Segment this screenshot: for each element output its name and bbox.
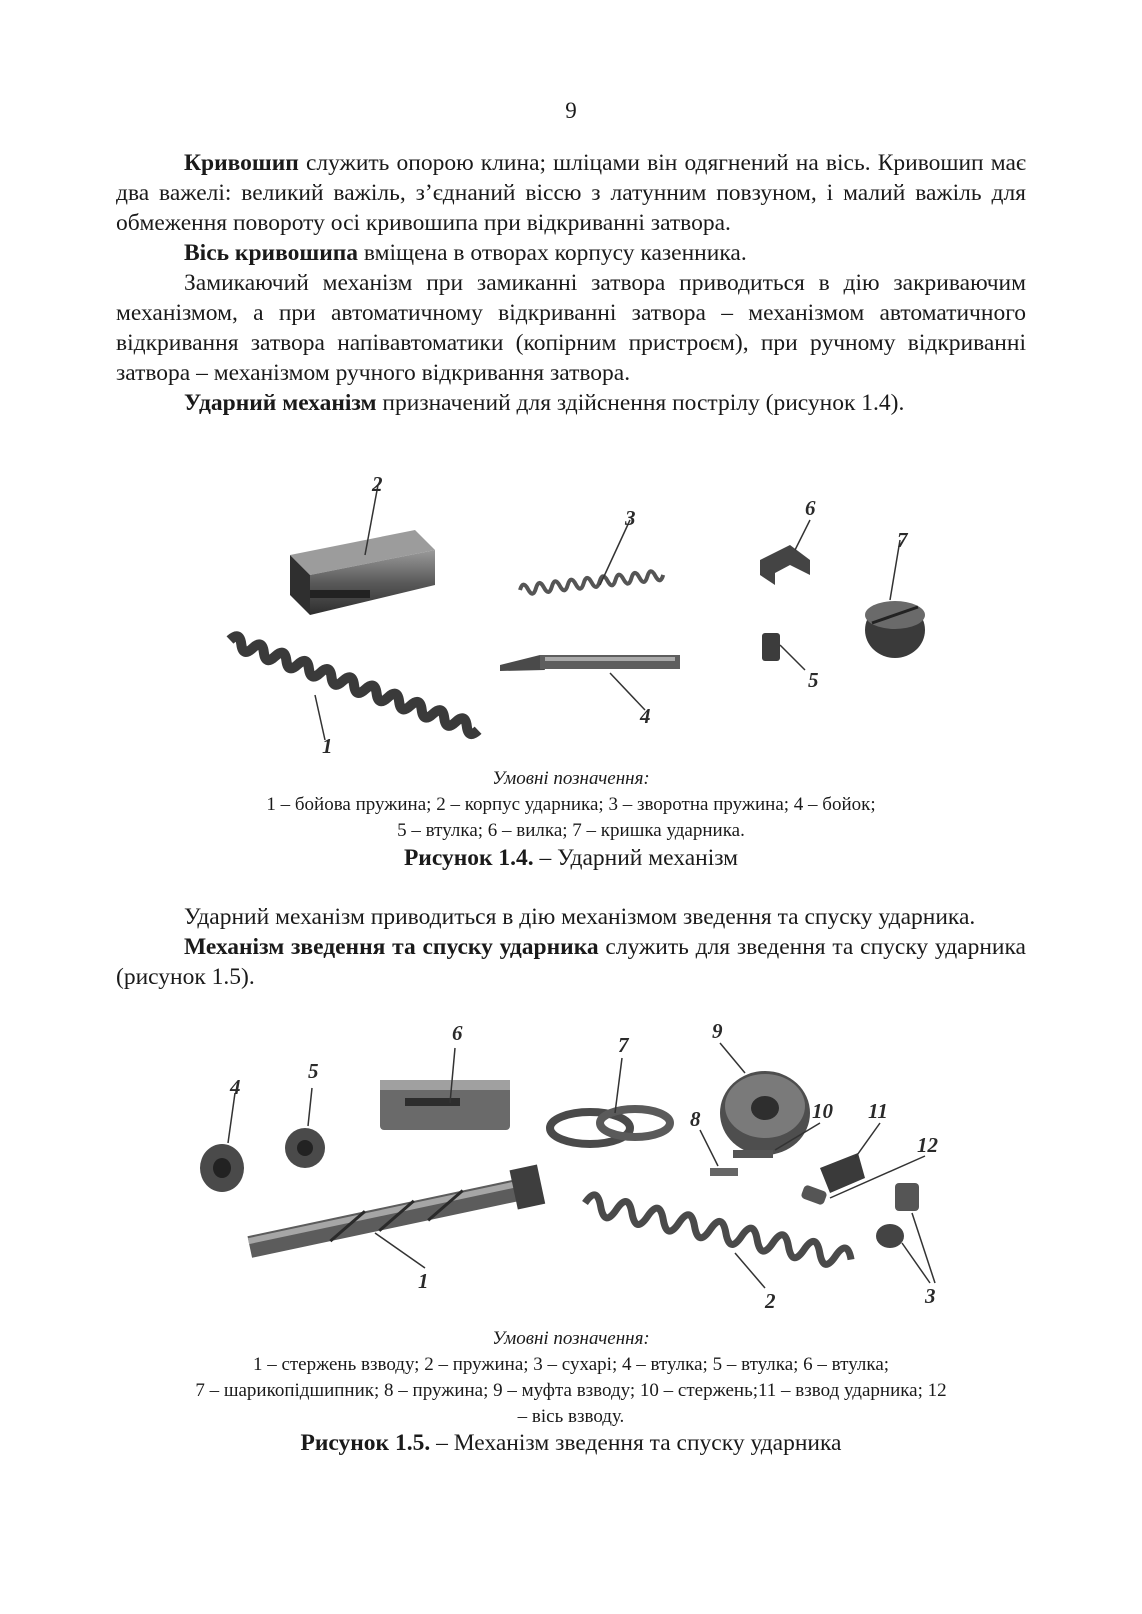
fork-part <box>760 520 810 585</box>
text-block-2 <box>116 902 1026 992</box>
firing-spring-part <box>228 634 480 740</box>
figure-1-5-label-9: 9 <box>712 1019 723 1043</box>
figure-1-5-label-5: 5 <box>308 1059 319 1083</box>
paragraph-crank-axis: Вісь кривошипа вміщена в отворах корпусу казенника. <box>184 240 747 266</box>
term-crank: Кривошип <box>184 150 299 176</box>
figure-1-4-label-2: 2 <box>372 475 383 496</box>
legend-title: Умовні позначення: <box>492 1328 650 1349</box>
figure-1-5-label-1: 1 <box>418 1269 429 1293</box>
figure-1-4-label-4: 4 <box>640 704 651 728</box>
striker-body-part <box>290 485 435 615</box>
ball-bearing-part <box>550 1058 670 1144</box>
figure-1-5-label-8: 8 <box>690 1107 701 1131</box>
legend-line: 7 – шарикопідшипник; 8 – пружина; 9 – муфта взводу; 10 – стержень;11 – взвод ударника; 12 <box>195 1380 947 1401</box>
figure-1-5-label-7: 7 <box>618 1033 629 1057</box>
figure-1-5-legend <box>100 1326 1042 1430</box>
figure-1-4-legend <box>100 766 1042 844</box>
legend-line: 1 – бойова пружина; 2 – корпус ударника; 3 – зворотна пружина; 4 – бойок; <box>266 794 876 815</box>
figure-1-4-label-6: 6 <box>805 496 816 520</box>
figure-1-5-label-3: 3 <box>925 1284 936 1308</box>
figure-1-4-title: Рисунок 1.4. – Ударний механізм <box>403 845 739 871</box>
figure-1-4-image <box>200 475 960 765</box>
firing-pin-part <box>500 655 680 710</box>
term-firing-mechanism: Ударний механізм <box>184 390 377 416</box>
legend-line: – вісь взводу. <box>517 1406 625 1427</box>
return-spring-part <box>519 520 663 595</box>
paragraph-cocking-mechanism: Механізм зведення та спуску ударника служить для зведення та спуску ударника (рисунок 1.5). <box>116 934 1026 990</box>
figure-1-5-label-10: 10 <box>812 1099 833 1123</box>
figure-1-4-label-5: 5 <box>808 668 819 692</box>
cocking-coupling-part <box>720 1043 810 1155</box>
sleeve-4-part <box>200 1093 244 1192</box>
cocking-rod-part <box>245 1165 545 1266</box>
figure-1-5-label-11: 11 <box>868 1099 888 1123</box>
figure-1-5-label-6: 6 <box>452 1021 463 1045</box>
term-crank-axis: Вісь кривошипа <box>184 240 359 266</box>
page-number: 9 <box>565 98 577 123</box>
figure-1-5-label-2: 2 <box>765 1289 776 1313</box>
sleeve-part <box>762 633 805 670</box>
legend-line: 5 – втулка; 6 – вилка; 7 – кришка ударника. <box>397 820 745 841</box>
figure-1-5-image <box>190 1018 970 1328</box>
figure-1-4-label-7: 7 <box>897 528 908 552</box>
sleeve-5-part <box>285 1088 325 1168</box>
figure-1-5-label-4: 4 <box>230 1075 241 1099</box>
legend-title: Умовні позначення: <box>492 768 650 789</box>
figure-1-5-label-12: 12 <box>917 1133 938 1157</box>
figure-1-5-title: Рисунок 1.5. – Механізм зведення та спуску ударника <box>300 1430 842 1456</box>
paragraph-crank: Кривошип служить опорою клина; шліцами він одягнений на вісь. Кривошип має два важелі: великий важіль, з’єднаний віссю з латунним повзуном, і малий важіль для обмеження повороту осі кривошипа при відкриванні затвора. <box>116 150 1026 236</box>
crackers-part <box>876 1183 935 1283</box>
figure-1-4-label-3: 3 <box>625 506 636 530</box>
paragraph-actuation: Ударний механізм приводиться в дію механізмом зведення та спуску ударника. <box>184 904 976 930</box>
term-cocking-mechanism: Механізм зведення та спуску ударника <box>184 934 599 960</box>
paragraph-firing-mechanism: Ударний механізм призначений для здійснення пострілу (рисунок 1.4). <box>184 390 905 416</box>
figure-1-4-label-1: 1 <box>322 734 333 758</box>
spring-part <box>583 1193 853 1288</box>
sleeve-6-part <box>380 1048 510 1130</box>
legend-line: 1 – стержень взводу; 2 – пружина; 3 – сухарі; 4 – втулка; 5 – втулка; 6 – втулка; <box>252 1354 890 1375</box>
paragraph-locking: Замикаючий механізм при замиканні затвора приводиться в дію закриваючим механізмом, а при автоматичному відкриванні затвора – механізмом автоматичного відкривання затвора напівавтоматики (копірним пристроєм), при ручному відкриванні затвора – механізмом ручного відкривання затвора. <box>116 270 1026 386</box>
striker-cap-part <box>865 540 925 658</box>
striker-cocker-part <box>820 1123 880 1193</box>
text-block-1 <box>116 148 1026 418</box>
